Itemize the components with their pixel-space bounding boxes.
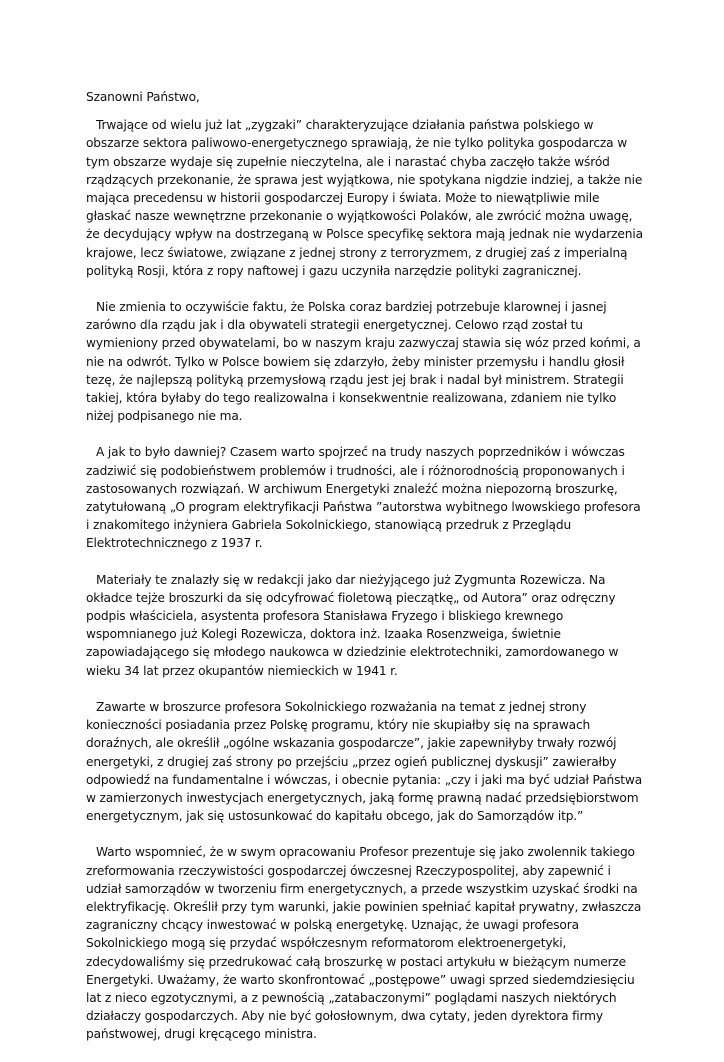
salutation: Szanowni Państwo, (86, 90, 200, 104)
paragraph-6: Warto wspomnieć, że w swym opracowaniu Profesor prezentuje się jako zwolennik takiego zreformowania rzeczywistości gospodarczej ówczesnej Rzeczypospolitej, aby zapewnić i udział samorządów w tworzeniu firm energetycznych, a przede wszystkim uzyskać środki na elektryfikację. Określił przy tym warunki, jakie powinien spełniać kapitał prywatny, zwłaszcza zagraniczny chcący inwestować w polską energetykę. Uznając, że uwagi profesora Sokolnickiego mogą się przydać współczesnym reformatorom elektroenergetyki, zdecydowaliśmy się przedrukować całą broszurkę w postaci artykułu w bieżącym numerze Energetyki. Uważamy, że warto skonfrontować „postępowe” uwagi sprzed siedemdziesięciu lat z nieco egzotycznymi, a z pewnością „zatabaczonymi” poglądami naszych niektórych działaczy gospodarczych. Aby nie być gołosłownym, dwa cytaty, jeden dyrektora firmy państwowej, drugi kręcącego ministra. (86, 845, 642, 1042)
paragraph-2: Nie zmienia to oczywiście faktu, że Polska coraz bardziej potrzebuje klarownej i jasnej zarówno dla rządu jak i dla obywateli strategii energetycznej. Celowo rząd został tu wymieniony przed obywatelami, bo w naszym kraju zazwyczaj stawia się wóz przed końmi, a nie na odwrót. Tylko w Polsce bowiem się zdarzyło, żeby minister przemysłu i handlu głosił tezę, że najlepszą polityką przemysłową rządu jest jej brak i nadal był ministrem. Strategii takiej, która byłaby do tego realizowalna i konsekwentnie realizowana, zdaniem nie tylko niżej podpisanego nie ma. (86, 300, 641, 424)
paragraph-1: Trwające od wielu już lat „zygzaki” charakteryzujące działania państwa polskiego w obszarze sektora paliwowo-energetycznego sprawiają, że nie tylko polityka gospodarcza w tym obszarze wydaje się zupełnie nieczytelna, ale i narastać chyba zaczęło także wśród rządzących przekonanie, że sprawa jest wyjątkowa, nie spotykana nigdzie indziej, a także nie mająca precedensu w historii gospodarczej Europy i świata. Może to niewątpliwie mile głaskać nasze wewnętrzne przekonanie o wyjątkowości Polaków, ale zwrócić można uwagę, że decydujący wpływ na dostrzeganą w Polsce specyfikę sektora mają jednak nie wydarzenia krajowe, lecz światowe, związane z jednej strony z terroryzmem, z drugiej zaś z imperialną polityką Rosji, która z ropy naftowej i gazu uczyniła narzędzie polityki zagranicznej. (86, 118, 643, 278)
paragraph-3: A jak to było dawniej? Czasem warto spojrzeć na trudy naszych poprzedników i wówczas zadziwić się podobieństwem problemów i trudności, ale i różnorodnością proponowanych i zastosowanych rozwiązań. W archiwum Energetyki znaleźć można niepozorną broszurkę, zatytułowaną „O program elektryfikacji Państwa ”autorstwa wybitnego lwowskiego profesora i znakomitego inżyniera Gabriela Sokolnickiego, stanowiącą przedruk z Przeglądu Elektrotechnicznego z 1937 r. (86, 445, 641, 551)
paragraph-5: Zawarte w broszurce profesora Sokolnickiego rozważania na temat z jednej strony konieczności posiadania przez Polskę programu, który nie skupiałby się na sprawach doraźnych, ale określił „ogólne wskazania gospodarcze”, jakie zapewniłyby trwały rozwój energetyki, z drugiej zaś strony po przejściu „przez ogień publicznej dyskusji” zawierałby odpowiedź na fundamentalne i wówczas, i obecnie pytania: „czy i jaki ma być udział Państwa w zamierzonych inwestycjach energetycznych, jaką formę prawną nadać przedsiębiorstwom energetycznym, jak się ustosunkować do kapitału obcego, jak do Samorządów itp.” (86, 699, 643, 824)
letter-page (86, 88, 646, 1062)
paragraph-4: Materiały te znalazły się w redakcji jako dar nieżyjącego już Zygmunta Rozewicza. Na okładce tejże broszurki da się odcyfrować fioletową pieczątkę„ od Autora” oraz odręczny podpis właściciela, asystenta profesora Stanisława Fryzego i bliskiego krewnego wspomnianego już Kolegi Rozewicza, doktora inż. Izaaka Rosenzweiga, świetnie zapowiadającego się młodego naukowca w dziedzinie elektrotechniki, zamordowanego w wieku 34 lat przez okupantów niemieckich w 1941 r. (86, 572, 619, 678)
